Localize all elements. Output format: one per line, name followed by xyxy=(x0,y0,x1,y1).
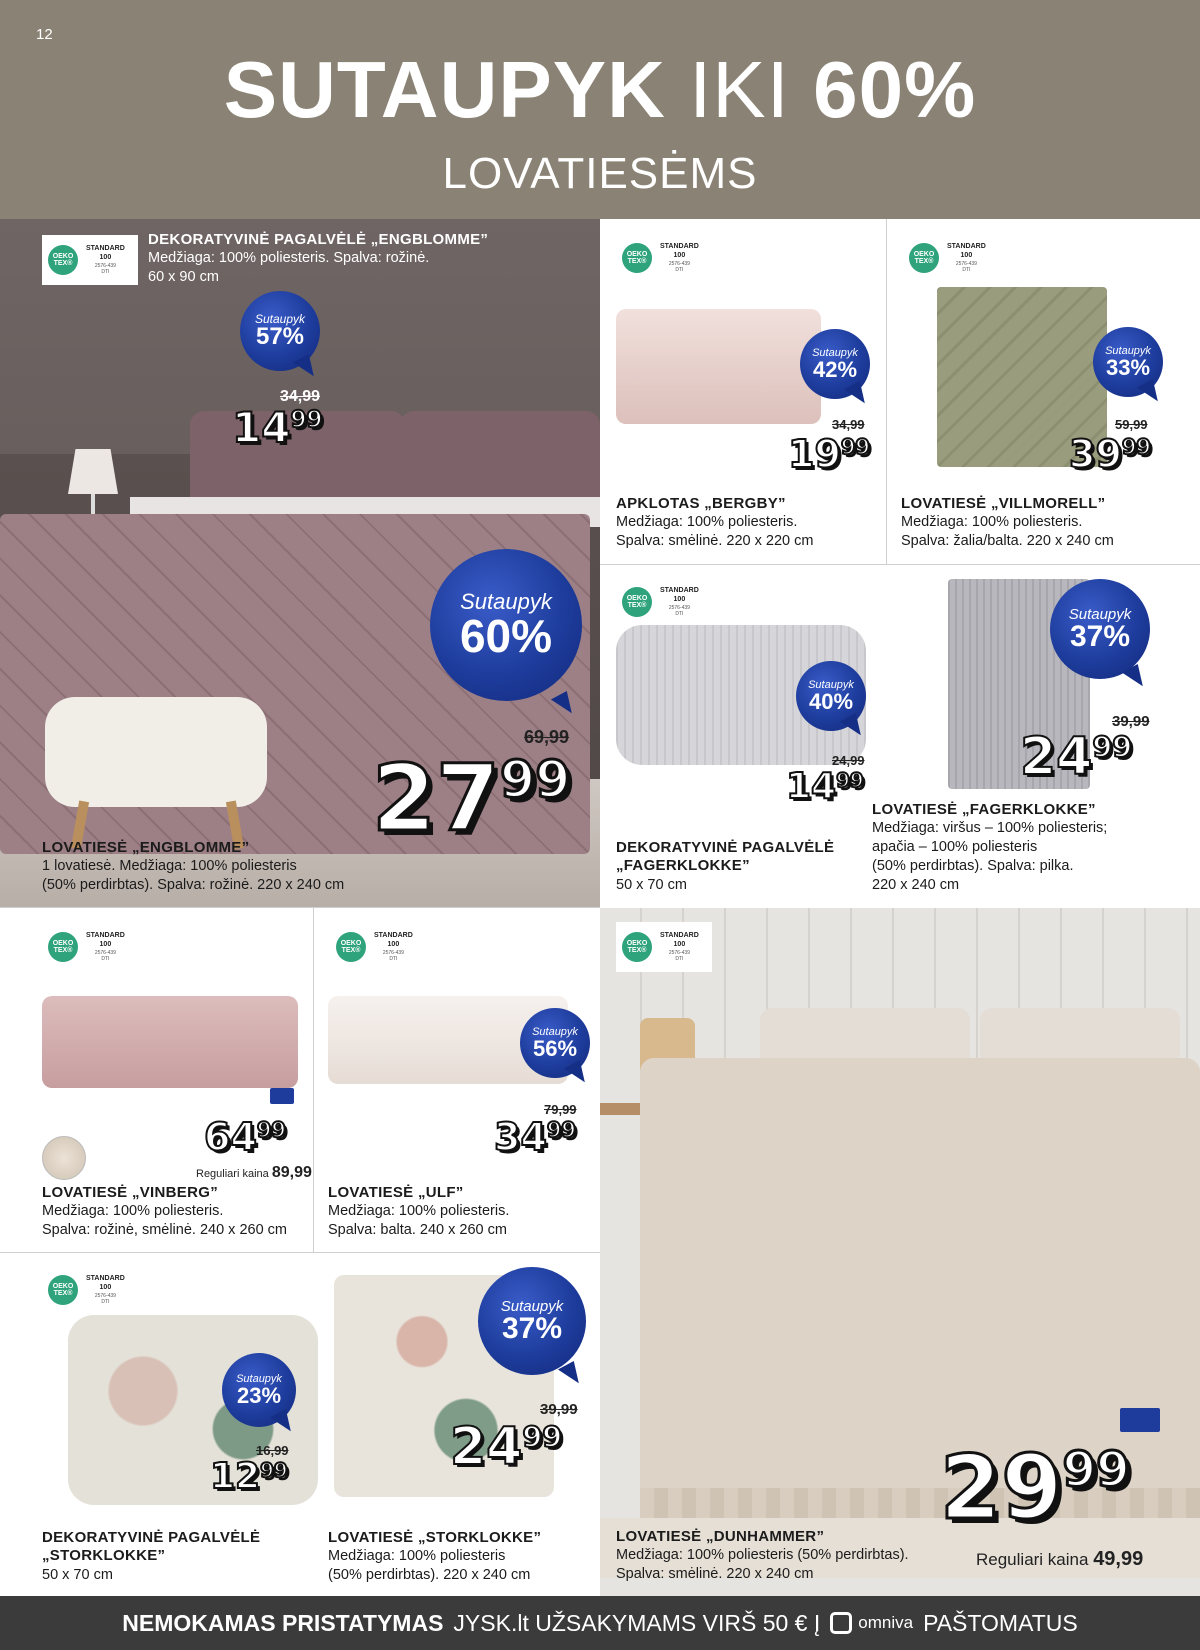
product-desc: Medžiaga: viršus – 100% poliesteris; xyxy=(872,820,1108,836)
dunhammer-panel[interactable] xyxy=(600,908,1200,1596)
oeko-tex-label: OEKO TEX® STANDARD 100 2576-439 DTI xyxy=(330,922,426,972)
oeko-tex-icon: OEKO TEX® xyxy=(909,243,939,273)
product-size: 60 x 90 cm xyxy=(148,269,219,285)
oeko-tex-label: OEKO TEX® STANDARD 100 2576-439 DTI xyxy=(42,1265,138,1315)
oeko-tex-label: OEKO TEX® STANDARD 100 2576-439 DTI xyxy=(616,233,712,283)
discount-badge: Sutaupyk 60% xyxy=(430,549,582,701)
oeko-tex-label: OEKO TEX® STANDARD 100 2576-439 DTI xyxy=(42,235,138,285)
vinberg-panel[interactable] xyxy=(0,908,313,1252)
footer-condition: JYSK.lt UŽSAKYMAMS VIRŠ 50 € Į xyxy=(453,1609,821,1636)
ulf-panel[interactable] xyxy=(314,908,600,1252)
jysk-card-icon xyxy=(270,1088,294,1104)
sale-price: $27^{99}$ xyxy=(372,745,571,852)
sale-price: $14^{99}$ xyxy=(232,403,323,452)
page-header xyxy=(0,0,1200,219)
omniva-logo: omniva xyxy=(830,1612,913,1634)
oeko-tex-icon: OEKO TEX® xyxy=(48,245,78,275)
sale-price: $19^{99}$ xyxy=(788,432,870,476)
oeko-tex-label: OEKO TEX® STANDARD 100 2576-439 DTI xyxy=(616,922,712,972)
product-title: „FAGERKLOKKE” xyxy=(616,857,750,874)
regular-price: Reguliari kaina 89,99 xyxy=(196,1164,312,1181)
footer-banner[interactable] xyxy=(0,1596,1200,1650)
product-desc: Spalva: smėlinė. 220 x 240 cm xyxy=(616,1566,814,1582)
oeko-tex-label: OEKO TEX® STANDARD 100 2576-439 DTI xyxy=(42,922,138,972)
lamp-icon xyxy=(68,449,118,494)
product-title: LOVATIESĖ „ENGBLOMME” xyxy=(42,839,250,856)
product-desc: (50% perdirbtas). Spalva: pilka. xyxy=(872,858,1074,874)
product-title: DEKORATYVINĖ PAGALVĖLĖ xyxy=(616,839,835,856)
discount-badge: Sutaupyk 37% xyxy=(478,1267,586,1375)
product-size: 50 x 70 cm xyxy=(616,877,687,893)
product-title: DEKORATYVINĖ PAGALVĖLĖ „ENGBLOMME” xyxy=(148,231,489,248)
product-desc: Spalva: žalia/balta. 220 x 240 cm xyxy=(901,533,1114,549)
product-size: 50 x 70 cm xyxy=(42,1567,113,1583)
sale-price: $34^{99}$ xyxy=(494,1115,576,1159)
sale-price: $24^{99}$ xyxy=(1020,727,1133,787)
headline-upto: IKI xyxy=(689,45,790,134)
color-swatch xyxy=(42,1136,86,1180)
product-title: „STORKLOKKE” xyxy=(42,1547,166,1564)
product-title: LOVATIESĖ „FAGERKLOKKE” xyxy=(872,801,1096,818)
sale-price: $29^{99}$ xyxy=(940,1436,1130,1539)
old-price: 16,99 xyxy=(256,1443,289,1458)
discount-badge: Sutaupyk 37% xyxy=(1050,579,1150,679)
product-desc: Medžiaga: 100% poliesteris (50% perdirbtas). xyxy=(616,1547,909,1563)
footer-lockers: PAŠTOMATUS xyxy=(923,1609,1078,1636)
bedspread-image xyxy=(42,996,298,1088)
old-price: 69,99 xyxy=(524,727,570,747)
product-title: LOVATIESĖ „ULF” xyxy=(328,1184,464,1201)
old-price: 34,99 xyxy=(832,417,865,432)
discount-badge: Sutaupyk 57% xyxy=(240,291,320,371)
discount-badge: Sutaupyk 23% xyxy=(222,1353,296,1427)
ottoman-image xyxy=(45,697,267,807)
jysk-card-icon xyxy=(1120,1408,1160,1432)
sale-price: $39^{99}$ xyxy=(1069,432,1151,476)
product-title: LOVATIESĖ „DUNHAMMER” xyxy=(616,1528,825,1545)
oeko-tex-icon: OEKO TEX® xyxy=(622,587,652,617)
old-price: 39,99 xyxy=(540,1401,578,1418)
omniva-icon xyxy=(830,1612,852,1634)
product-title: LOVATIESĖ „VINBERG” xyxy=(42,1184,218,1201)
pillow-image xyxy=(400,411,600,511)
old-price: 39,99 xyxy=(1112,713,1150,730)
product-desc: apačia – 100% poliesteris xyxy=(872,839,1038,855)
sale-price: $24^{99}$ xyxy=(450,1417,563,1477)
old-price: 79,99 xyxy=(544,1102,577,1117)
product-desc: 1 lovatiesė. Medžiaga: 100% poliesteris xyxy=(42,858,297,874)
subheadline: LOVATIESĖMS xyxy=(442,149,758,198)
product-desc: Spalva: balta. 240 x 260 cm xyxy=(328,1222,507,1238)
discount-badge: Sutaupyk 33% xyxy=(1093,327,1163,397)
product-desc: Spalva: smėlinė. 220 x 220 cm xyxy=(616,533,814,549)
sale-price: $12^{99}$ xyxy=(210,1456,288,1497)
product-desc: (50% perdirbtas). 220 x 240 cm xyxy=(328,1567,531,1583)
product-size: 220 x 240 cm xyxy=(872,877,960,893)
product-desc: Medžiaga: 100% poliesteris. Spalva: rožinė. xyxy=(148,250,430,266)
storklokke-panel[interactable] xyxy=(0,1253,600,1596)
product-desc: Medžiaga: 100% poliesteris. xyxy=(616,514,798,530)
oeko-tex-label: OEKO TEX® STANDARD 100 2576-439 DTI xyxy=(903,233,999,283)
oeko-tex-icon: OEKO TEX® xyxy=(336,932,366,962)
page-number: 12 xyxy=(36,26,53,43)
discount-badge: Sutaupyk 42% xyxy=(800,329,870,399)
product-title: APKLOTAS „BERGBY” xyxy=(616,495,786,512)
fagerklokke-panel[interactable] xyxy=(600,565,1200,907)
product-title: LOVATIESĖ „STORKLOKKE” xyxy=(328,1529,542,1546)
footer-free-delivery: NEMOKAMAS PRISTATYMAS xyxy=(122,1609,444,1636)
oeko-tex-icon: OEKO TEX® xyxy=(622,932,652,962)
old-price: 59,99 xyxy=(1115,417,1148,432)
product-desc: Medžiaga: 100% poliesteris. xyxy=(42,1203,224,1219)
bergby-panel[interactable] xyxy=(600,219,886,564)
product-desc: Medžiaga: 100% poliesteris xyxy=(328,1548,506,1564)
blanket-image xyxy=(616,309,821,424)
sale-price: $14^{99}$ xyxy=(786,766,864,807)
discount-badge: Sutaupyk 40% xyxy=(796,661,866,731)
discount-badge: Sutaupyk 56% xyxy=(520,1008,590,1078)
headline-save: SUTAUPYK xyxy=(223,45,666,134)
headline xyxy=(0,45,1200,134)
product-desc: Medžiaga: 100% poliesteris. xyxy=(901,514,1083,530)
regular-price: Reguliari kaina 49,99 xyxy=(976,1548,1144,1570)
oeko-tex-icon: OEKO TEX® xyxy=(622,243,652,273)
engblomme-panel[interactable] xyxy=(0,219,600,907)
oeko-tex-icon: OEKO TEX® xyxy=(48,932,78,962)
headline-percent: 60% xyxy=(813,45,977,134)
oeko-tex-icon: OEKO TEX® xyxy=(48,1275,78,1305)
product-desc: (50% perdirbtas). Spalva: rožinė. 220 x 240 cm xyxy=(42,877,345,893)
product-title: DEKORATYVINĖ PAGALVĖLĖ xyxy=(42,1529,261,1546)
product-desc: Medžiaga: 100% poliesteris. xyxy=(328,1203,510,1219)
product-desc: Spalva: rožinė, smėlinė. 240 x 260 cm xyxy=(42,1222,288,1238)
old-price: 24,99 xyxy=(832,753,865,768)
oeko-tex-label: OEKO TEX® STANDARD 100 2576-439 DTI xyxy=(616,577,712,627)
villmorell-panel[interactable] xyxy=(887,219,1200,564)
sale-price: $64^{99}$ xyxy=(204,1115,286,1159)
old-price: 34,99 xyxy=(280,388,321,405)
product-title: LOVATIESĖ „VILLMORELL” xyxy=(901,495,1106,512)
